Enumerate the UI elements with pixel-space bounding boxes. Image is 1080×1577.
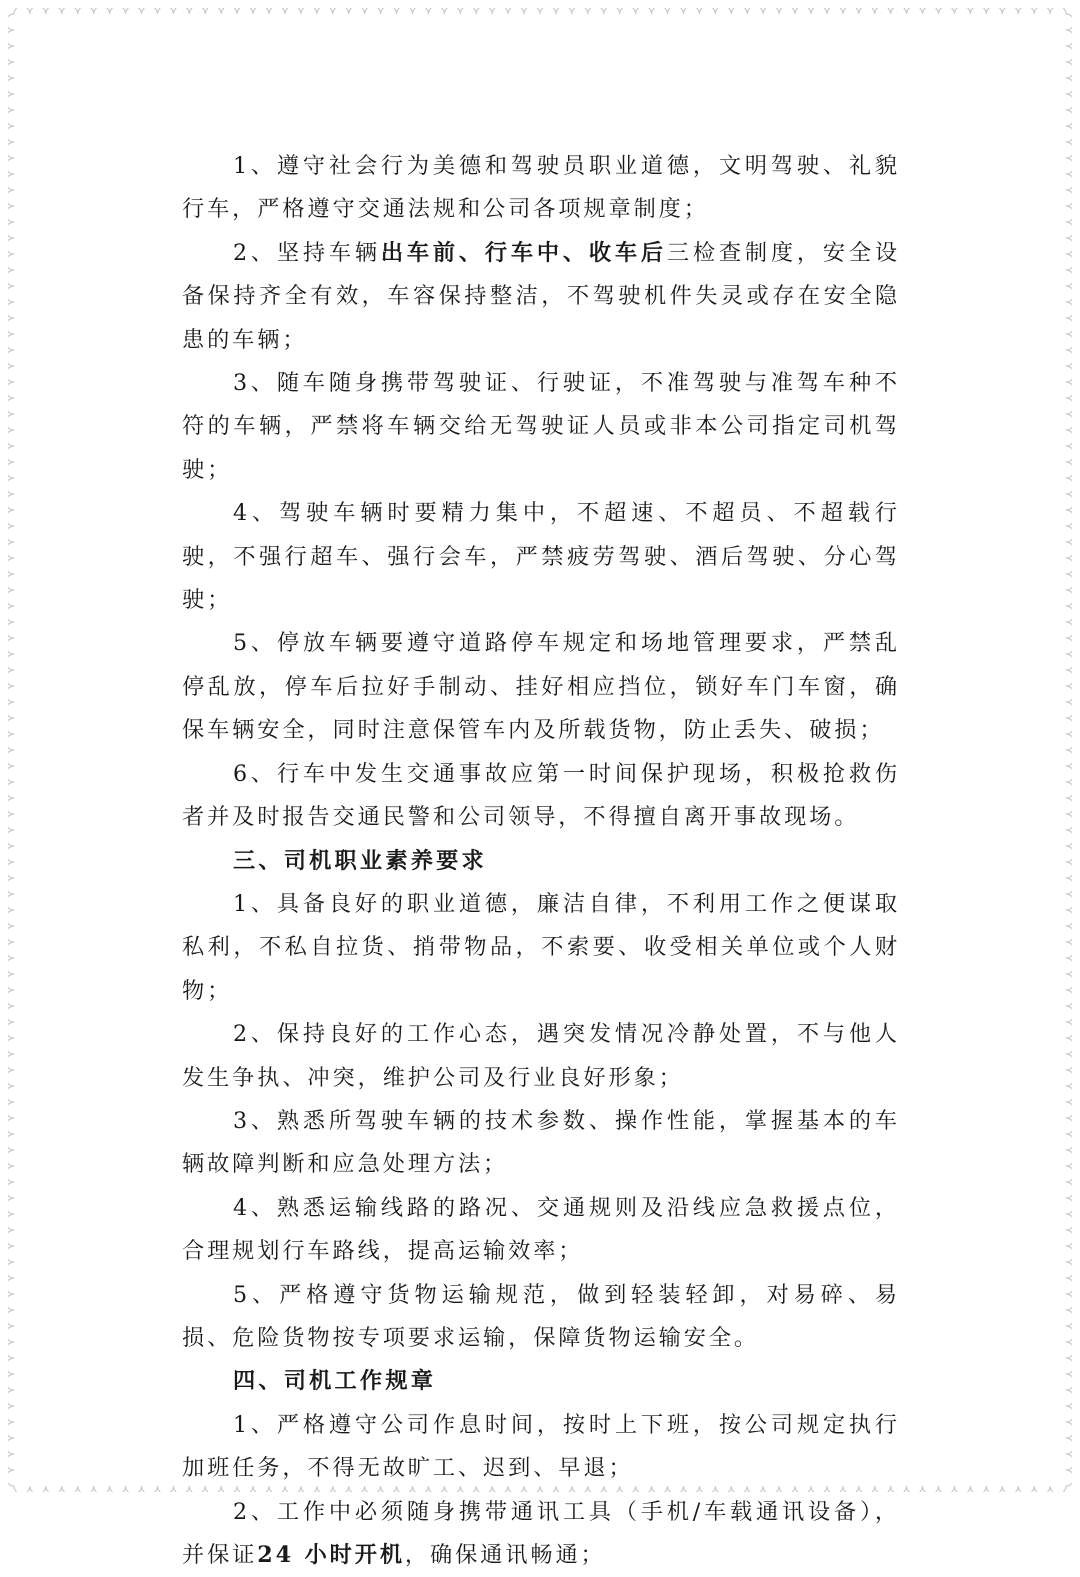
section-heading	[182, 1360, 900, 1403]
paragraph-text: 四、司机工作规章	[233, 1368, 437, 1395]
emphasized-text: 出车前、行车中、收车后	[380, 239, 667, 266]
list-item-paragraph	[182, 145, 900, 232]
paragraph-text: 3、熟悉所驾驶车辆的技术参数、操作性能，掌握基本的车辆故障判断和应急处理方法；	[182, 1107, 900, 1178]
list-item-paragraph	[182, 232, 900, 362]
list-item-paragraph	[182, 622, 900, 752]
paragraph-text: 1、遵守社会行为美德和驾驶员职业道德，文明驾驶、礼貌行车，严格遵守交通法规和公司各项规章制度；	[182, 153, 900, 223]
paragraph-text: 2、坚持车辆	[233, 239, 381, 266]
paragraph-text: 2、保持良好的工作心态，遇突发情况冷静处置，不与他人发生争执、冲突，维护公司及行业良好形象；	[182, 1021, 900, 1091]
list-item-paragraph	[182, 1491, 900, 1577]
paragraph-text: 6、行车中发生交通事故应第一时间保护现场，积极抢救伤者并及时报告交通民警和公司领导，不得擅自离开事故现场。	[182, 760, 900, 831]
emphasized-text: 24 小时开机	[257, 1542, 405, 1568]
section-heading	[182, 840, 900, 883]
list-item-paragraph	[182, 1013, 900, 1100]
paragraph-text: 2、工作中必须随身携带通讯工具（手机/车载通讯设备），并保证	[182, 1498, 900, 1568]
paragraph-text: 4、驾驶车辆时要精力集中，不超速、不超员、不超载行驶，不强行超车、强行会车，严禁疲劳驾驶、酒后驾驶、分心驾驶；	[182, 500, 900, 614]
paragraph-text: 三、司机职业素养要求	[233, 847, 487, 874]
list-item-paragraph	[182, 1100, 900, 1187]
paragraph-text: 4、熟悉运输线路的路况、交通规则及沿线应急救援点位，合理规划行车路线，提高运输效率；	[182, 1194, 900, 1265]
paragraph-text: 5、停放车辆要遵守道路停车规定和场地管理要求，严禁乱停乱放，停车后拉好手制动、挂好相应挡位，锁好车门车窗，确保车辆安全，同时注意保管车内及所载货物，防止丢失、破损；	[182, 630, 900, 744]
list-item-paragraph	[182, 1274, 900, 1361]
paragraph-text: 3、随车随身携带驾驶证、行驶证，不准驾驶与准驾车种不符的车辆，严禁将车辆交给无驾驶证人员或非本公司指定司机驾驶；	[182, 370, 900, 483]
list-item-paragraph	[182, 1404, 900, 1491]
paragraph-text: 三检查制度，安全设备保持齐全有效，车容保持整洁，不驾驶机件失灵或存在安全隐患的车辆；	[182, 239, 900, 353]
document-body	[182, 145, 900, 1577]
paragraph-text: 1、具备良好的职业道德，廉洁自律，不利用工作之便谋取私利，不私自拉货、捎带物品，不索要、收受相关单位或个人财物；	[182, 890, 900, 1004]
list-item-paragraph	[182, 492, 900, 622]
list-item-paragraph	[182, 1187, 900, 1274]
list-item-paragraph	[182, 883, 900, 1013]
paragraph-text: ，确保通讯畅通；	[404, 1542, 606, 1568]
list-item-paragraph	[182, 753, 900, 840]
paragraph-text: 1、严格遵守公司作息时间，按时上下班，按公司规定执行加班任务，不得无故旷工、迟到、早退；	[182, 1411, 900, 1482]
paragraph-text: 5、严格遵守货物运输规范，做到轻装轻卸，对易碎、易损、危险货物按专项要求运输，保障货物运输安全。	[182, 1281, 900, 1351]
list-item-paragraph	[182, 362, 900, 492]
